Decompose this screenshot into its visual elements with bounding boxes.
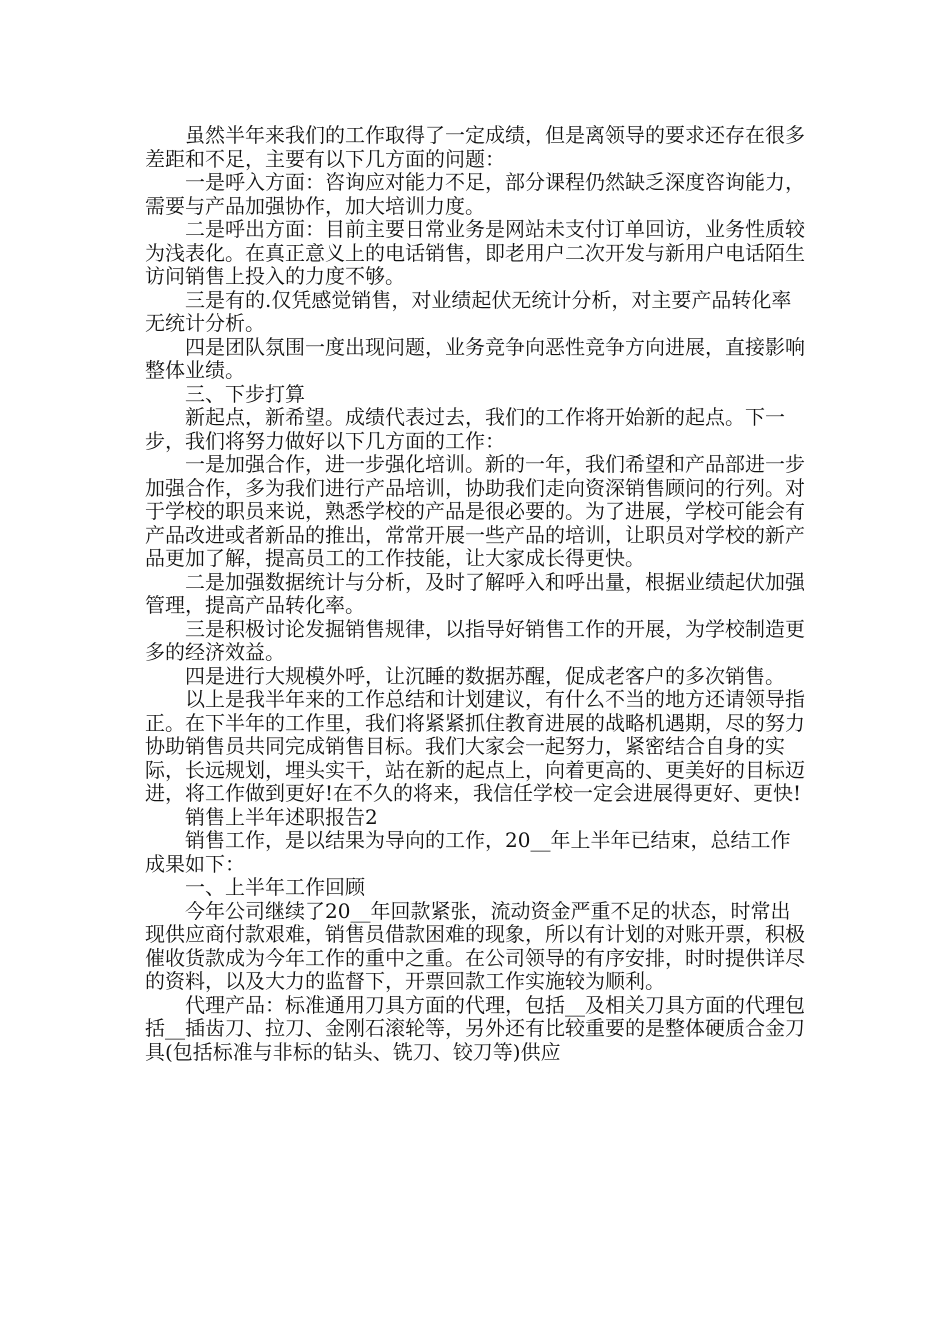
paragraph-problems-intro: 虽然半年来我们的工作取得了一定成绩，但是离领导的要求还存在很多差距和不足，主要有以下几方面的问题：	[145, 123, 805, 171]
section-heading-next-plan: 三、下步打算	[185, 381, 305, 406]
paragraph-team-issue: 四是团队氛围一度出现问题，业务竞争向恶性竞争方向进展，直接影响整体业绩。	[145, 334, 805, 382]
report-title-2: 销售上半年述职报告2	[185, 804, 378, 829]
paragraph-report2-intro: 销售工作，是以结果为导向的工作，20__年上半年已结束，总结工作成果如下：	[145, 828, 791, 876]
paragraph-plan-statistics: 二是加强数据统计与分析，及时了解呼入和呼出量，根据业绩起伏加强管理，提高产品转化率。	[145, 569, 805, 617]
paragraph-analysis-issue: 三是有的.仅凭感觉销售，对业绩起伏无统计分析，对主要产品转化率无统计分析。	[145, 287, 792, 335]
section-heading-review: 一、上半年工作回顾	[185, 875, 365, 899]
paragraph-inbound-issue: 一是呼入方面：咨询应对能力不足，部分课程仍然缺乏深度咨询能力，需要与产品加强协作，加大培训力度。	[145, 170, 805, 218]
paragraph-new-start: 新起点，新希望。成绩代表过去，我们的工作将开始新的起点。下一步，我们将努力做好以下几方面的工作：	[145, 405, 785, 453]
paragraph-review-payments: 今年公司继续了20__年回款紧张，流动资金严重不足的状态，时常出现供应商付款艰难，销售员借款困难的现象，所以有计划的对账开票，积极催收货款成为今年工作的重中之重。在公司领导的有序安排，时时提供详尽的资料，以及大力的监督下，开票回款工作实施较为顺利。	[145, 898, 805, 993]
document-body	[145, 124, 810, 1064]
paragraph-conclusion: 以上是我半年来的工作总结和计划建议，有什么不当的地方还请领导指正。在下半年的工作里，我们将紧紧抓住教育进展的战略机遇期，尽的努力协助销售员共同完成销售目标。我们大家会一起努力，紧密结合自身的实际，长远规划，埋头实干，站在新的起点上，向着更高的、更美好的目标迈进，将工作做到更好!在不久的将来，我信任学校一定会进展得更好、更快!	[145, 687, 805, 805]
paragraph-outbound-issue: 二是呼出方面：目前主要日常业务是网站未支付订单回访，业务性质较为浅表化。在真正意义上的电话销售，即老用户二次开发与新用户电话陌生访问销售上投入的力度不够。	[145, 217, 805, 288]
paragraph-plan-sales-rules: 三是积极讨论发掘销售规律，以指导好销售工作的开展，为学校制造更多的经济效益。	[145, 616, 805, 664]
paragraph-plan-cooperation: 一是加强合作，进一步强化培训。新的一年，我们希望和产品部进一步加强合作，多为我们进行产品培训，协助我们走向资深销售顾问的行列。对于学校的职员来说，熟悉学校的产品是很必要的。为了进展，学校可能会有产品改进或者新品的推出，常常开展一些产品的培训，让职员对学校的新产品更加了解，提高员工的工作技能，让大家成长得更快。	[145, 452, 805, 570]
paragraph-agency-products: 代理产品：标准通用刀具方面的代理，包括__及相关刀具方面的代理包括__插齿刀、拉刀、金刚石滚轮等，另外还有比较重要的是整体硬质合金刀具(包括标准与非标的钻头、铣刀、铰刀等)供应	[145, 992, 805, 1064]
paragraph-plan-outbound: 四是进行大规模外呼，让沉睡的数据苏醒，促成老客户的多次销售。	[185, 663, 785, 688]
